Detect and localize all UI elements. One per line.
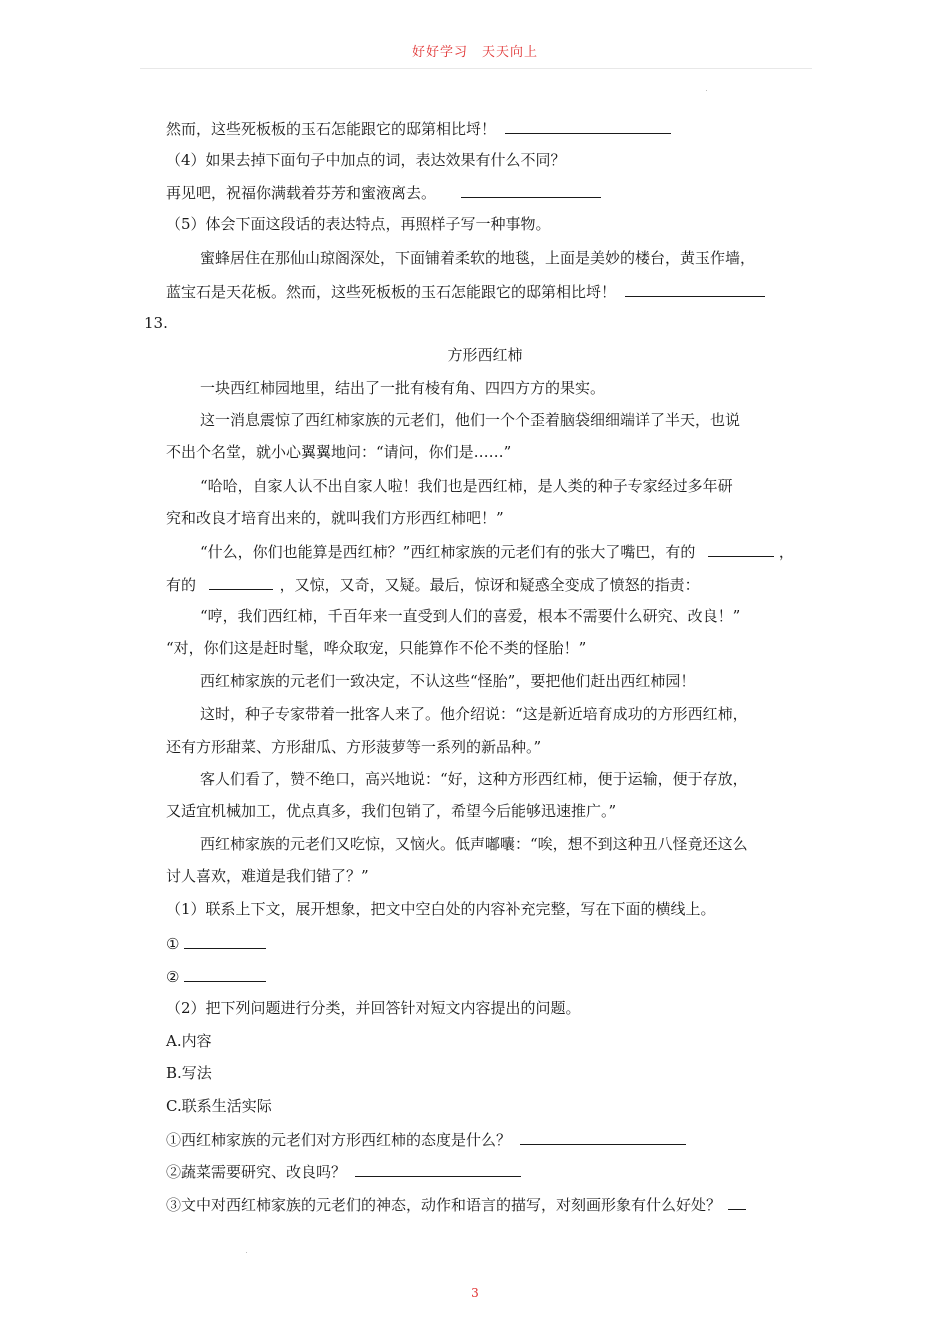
passage-paragraph-8-line1: 这时，种子专家带着一批客人来了。他介绍说：“这是新近培育成功的方形西红柿，: [200, 705, 748, 723]
scan-speck: [706, 90, 707, 91]
option-c: C.联系生活实际: [166, 1097, 272, 1115]
passage-paragraph-4-line2-text: ，又惊，又奇，又疑。最后，惊讶和疑惑全变成了愤怒的指责：: [279, 576, 700, 594]
classify-question-1-text: ①西红柿家族的元老们对方形西红柿的态度是什么？: [166, 1131, 512, 1149]
answer-blank[interactable]: [728, 1194, 746, 1210]
passage-title: 方形西红柿: [447, 346, 523, 364]
passage-paragraph-4-line1-text: “什么，你们也能算是西红柿？”西红柿家族的元老们有的张大了嘴巴，有的: [200, 543, 696, 561]
option-a: A.内容: [166, 1032, 212, 1050]
classify-question-1: [166, 1129, 686, 1150]
passage-paragraph-1: 一块西红柿园地里，结出了一批有棱有角、四四方方的果实。: [200, 379, 606, 397]
passage-paragraph-9-line1: 客人们看了，赞不绝口，高兴地说：“好，这种方形西红柿，便于运输，便于存放，: [200, 770, 748, 788]
passage-paragraph-4-line2: [166, 574, 700, 595]
passage-paragraph-2-line2: 不出个名堂，就小心翼翼地问：“请问，你们是……”: [166, 443, 512, 461]
classify-question-2-text: ②蔬菜需要研究、改良吗？: [166, 1163, 347, 1181]
q12-sub4-prompt: （4）如果去掉下面句子中加点的词，表达效果有什么不同？: [166, 151, 566, 169]
passage-paragraph-4-line1: [200, 541, 794, 562]
answer-blank[interactable]: [184, 966, 266, 982]
q12-sub5-paragraph-line1: 蜜蜂居住在那仙山琼阁深处，下面铺着柔软的地毯，上面是美妙的楼台，黄玉作墙，: [200, 249, 756, 267]
circled-number-2: ②: [166, 968, 180, 986]
passage-paragraph-3-line1: “哈哈，自家人认不出自家人啦！我们也是西红柿，是人类的种子专家经过多年研: [200, 477, 733, 495]
passage-paragraph-4-line2-start: 有的: [166, 576, 197, 594]
page-number: 3: [471, 1286, 479, 1300]
answer-blank[interactable]: [625, 281, 765, 297]
q12-line-a-text: 然而，这些死板板的玉石怎能跟它的邸第相比埒！: [166, 120, 497, 138]
fill-in-blank-2[interactable]: [209, 574, 273, 590]
sub-question-2: （2）把下列问题进行分类，并回答针对短文内容提出的问题。: [166, 999, 581, 1017]
answer-blank[interactable]: [355, 1161, 521, 1177]
answer-blank[interactable]: [461, 182, 601, 198]
answer-line-2: [166, 966, 266, 987]
q12-sub4-sentence-text: 再见吧，祝福你满载着芬芳和蜜液离去。: [166, 184, 437, 202]
passage-paragraph-3-line2: 究和改良才培育出来的，就叫我们方形西红柿吧！”: [166, 509, 504, 527]
passage-paragraph-2-line1: 这一消息震惊了西红柿家族的元老们，他们一个个歪着脑袋细细端详了半天，也说: [200, 411, 741, 429]
answer-blank[interactable]: [505, 118, 671, 134]
passage-paragraph-10-line1: 西红柿家族的元老们又吃惊，又恼火。低声嘟囔：“唉，想不到这种丑八怪竟还这么: [200, 835, 748, 853]
answer-blank[interactable]: [520, 1129, 686, 1145]
passage-paragraph-5: “哼，我们西红柿，千百年来一直受到人们的喜爱，根本不需要什么研究、改良！”: [200, 607, 741, 625]
page-header: 好好学习 天天向上: [411, 45, 538, 60]
passage-paragraph-10-line2: 讨人喜欢，难道是我们错了？”: [166, 867, 369, 885]
classify-question-3: [166, 1194, 746, 1215]
header-divider: [140, 68, 812, 69]
fill-in-blank-1[interactable]: [708, 541, 774, 557]
q12-sub5-prompt: （5）体会下面这段话的表达特点，再照样子写一种事物。: [166, 215, 551, 233]
question-number: 13.: [144, 314, 168, 332]
passage-paragraph-4-comma: ，: [778, 543, 794, 561]
q12-sub5-paragraph-line2: [166, 281, 765, 302]
answer-blank[interactable]: [184, 933, 266, 949]
scan-speck: [246, 1252, 247, 1253]
answer-line-1: [166, 933, 266, 954]
passage-paragraph-6: “对，你们这是赶时髦，哗众取宠，只能算作不伦不类的怪胎！”: [166, 639, 587, 657]
passage-paragraph-7: 西红柿家族的元老们一致决定，不认这些“怪胎”，要把他们赶出西红柿园！: [200, 672, 696, 690]
circled-number-1: ①: [166, 935, 180, 953]
sub-question-1: （1）联系上下文，展开想象，把文中空白处的内容补充完整，写在下面的横线上。: [166, 900, 716, 918]
q12-sub4-sentence: [166, 182, 601, 203]
classify-question-2: [166, 1161, 521, 1182]
q12-line-a: [166, 118, 671, 139]
passage-paragraph-8-line2: 还有方形甜菜、方形甜瓜、方形菠萝等一系列的新品种。”: [166, 738, 542, 756]
q12-sub5-paragraph-line2-text: 蓝宝石是天花板。然而，这些死板板的玉石怎能跟它的邸第相比埒！: [166, 283, 617, 301]
option-b: B.写法: [166, 1064, 212, 1082]
classify-question-3-text: ③文中对西红柿家族的元老们的神态，动作和语言的描写，对刻画形象有什么好处？: [166, 1196, 722, 1214]
passage-paragraph-9-line2: 又适宜机械加工，优点真多，我们包销了，希望今后能够迅速推广。”: [166, 802, 617, 820]
